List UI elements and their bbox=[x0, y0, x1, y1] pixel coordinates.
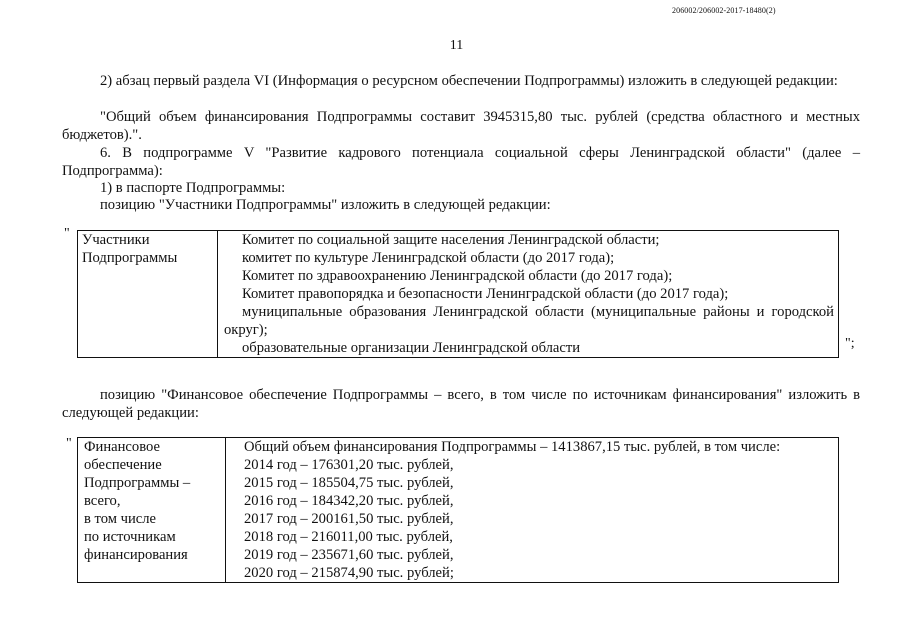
paragraph-participants-position: позицию "Участники Подпрограммы" изложить в следующей редакции: bbox=[100, 197, 551, 213]
table2-open-quote: " bbox=[66, 436, 72, 451]
participants-label-cell bbox=[78, 231, 218, 358]
participant-line: образовательные организации Ленинградской области bbox=[242, 340, 581, 356]
participant-line: комитет по культуре Ленинградской области (до 2017 года); bbox=[242, 250, 615, 266]
financing-year-line: 2019 год – 235671,60 тыс. рублей, bbox=[244, 547, 454, 563]
financing-label-cell bbox=[78, 438, 226, 583]
paragraph-financing-total: "Общий объем финансирования Подпрограммы составит 3945315,80 тыс. рублей (средства областного и местных бюджетов).". bbox=[62, 109, 860, 143]
participant-line: муниципальные образования Ленинградской области (муниципальные районы и городской округ); bbox=[224, 304, 834, 338]
table1-open-quote: " bbox=[64, 226, 70, 241]
participant-line: Комитет правопорядка и безопасности Ленинградской области (до 2017 года); bbox=[242, 286, 729, 302]
paragraph-financing-position: позицию "Финансовое обеспечение Подпрограммы – всего, в том числе по источникам финансирования" изложить в следующей редакции: bbox=[62, 387, 860, 421]
participants-value-cell bbox=[218, 231, 839, 358]
table1-close-quote: "; bbox=[845, 336, 855, 351]
participants-table bbox=[77, 230, 839, 358]
financing-label-line: обеспечение bbox=[84, 457, 162, 473]
financing-label-line: всего, bbox=[84, 493, 121, 509]
financing-year-line: 2017 год – 200161,50 тыс. рублей, bbox=[244, 511, 454, 527]
participants-label-line: Подпрограммы bbox=[82, 250, 178, 266]
participant-line: Комитет по здравоохранению Ленинградской области (до 2017 года); bbox=[242, 268, 673, 284]
participants-label-line: Участники bbox=[82, 232, 150, 248]
financing-year-line: 2018 год – 216011,00 тыс. рублей, bbox=[244, 529, 453, 545]
financing-table bbox=[77, 437, 839, 583]
paragraph-subprogram-v: 6. В подпрограмме V "Развитие кадрового потенциала социальной сферы Ленинградской области" (далее – Подпрограмма): bbox=[62, 145, 860, 179]
financing-value-cell bbox=[226, 438, 839, 583]
financing-year-line: 2020 год – 215874,90 тыс. рублей; bbox=[244, 565, 454, 581]
financing-year-line: 2015 год – 185504,75 тыс. рублей, bbox=[244, 475, 454, 491]
financing-label-line: финансирования bbox=[84, 547, 188, 563]
financing-total-line: Общий объем финансирования Подпрограммы – 1413867,15 тыс. рублей, в том числе: bbox=[244, 439, 781, 455]
financing-label-line: по источникам bbox=[84, 529, 176, 545]
page-number: 11 bbox=[449, 38, 464, 53]
paragraph-passport: 1) в паспорте Подпрограммы: bbox=[100, 180, 286, 196]
financing-label-line: в том числе bbox=[84, 511, 157, 527]
participant-line: Комитет по социальной защите населения Ленинградской области; bbox=[242, 232, 660, 248]
paragraph-section-vi: 2) абзац первый раздела VI (Информация о ресурсном обеспечении Подпрограммы) изложить в следующей редакции: bbox=[100, 73, 838, 89]
document-id: 206002/206002-2017-18480(2) bbox=[672, 6, 776, 15]
financing-year-line: 2014 год – 176301,20 тыс. рублей, bbox=[244, 457, 454, 473]
financing-label-line: Финансовое bbox=[84, 439, 160, 455]
financing-label-line: Подпрограммы – bbox=[84, 475, 191, 491]
financing-year-line: 2016 год – 184342,20 тыс. рублей, bbox=[244, 493, 454, 509]
